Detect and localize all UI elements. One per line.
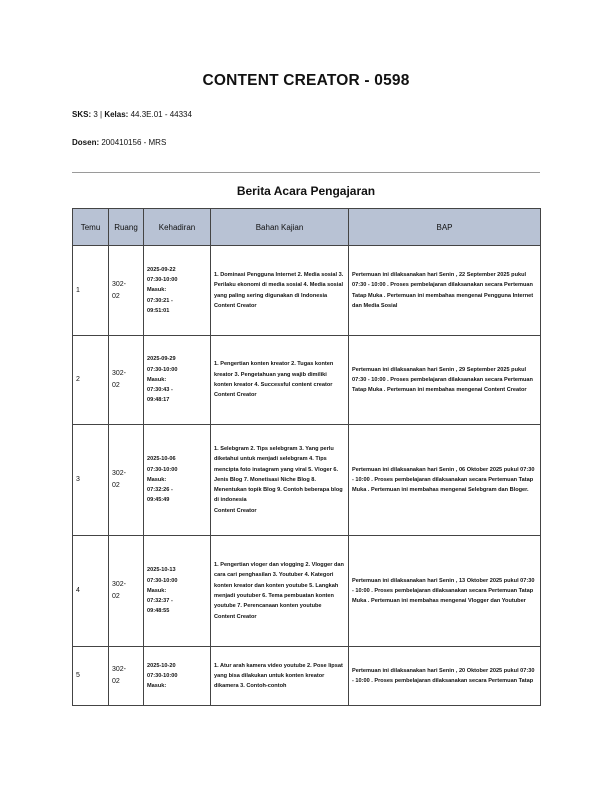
sks-value: 3 |	[91, 110, 105, 119]
kehadiran-cell	[144, 647, 211, 706]
kehadiran-cell	[144, 336, 211, 425]
temu-cell	[73, 425, 109, 536]
ruang-cell	[109, 336, 144, 425]
teaching-report-table	[72, 208, 541, 706]
bap-value: Pertemuan ini dilaksanakan hari Senin , 13 Oktober 2025 pukul 07:30 - 10:00 . Proses pembelajaran dilaksanakan secara Pertemuan Tatap Muka . Pertemuan ini membahas mengenai Vlogger dan Youtuber	[352, 577, 535, 605]
sks-label: SKS:	[72, 110, 92, 119]
table-row	[73, 647, 541, 706]
bahan-kajian-value: 1. Pengertian konten kreator 2. Tugas konten kreator 3. Pengetahuan yang wajib dimiliki konten kreator 4. Successful content creator Content Creator	[214, 361, 334, 399]
ruang-cell	[109, 425, 144, 536]
bahan-kajian-cell	[211, 246, 349, 336]
bap-cell	[349, 425, 541, 536]
column-header-ruang: Ruang	[109, 209, 144, 246]
kehadiran-value: 2025-09-29 07:30-10:00 Masuk: 07:30:43 - 09:48:17	[147, 356, 178, 404]
dosen-label: Dosen:	[72, 138, 100, 147]
kehadiran-value: 2025-09-22 07:30-10:00 Masuk: 07:30:21 - 09:51:01	[147, 266, 178, 314]
table-row	[73, 536, 541, 647]
bahan-kajian-cell	[211, 425, 349, 536]
kehadiran-value: 2025-10-06 07:30-10:00 Masuk: 07:32:26 - 09:45:49	[147, 456, 178, 504]
ruang-value: 302- 02	[112, 581, 127, 600]
bahan-kajian-cell	[211, 536, 349, 647]
bahan-kajian-value: 1. Pengertian vloger dan vlogging 2. Vlogger dan cara cari penghasilan 3. Youtuber 4. Kategori konten kreator dan konten youtube 5. Langkah menjadi youtuber 6. Tema pembuatan konten youtube 7. Perencanaan konten youtube Content Creator	[214, 562, 344, 620]
bap-value: Pertemuan ini dilaksanakan hari Senin , 20 Oktober 2025 pukul 07:30 - 10:00 . Proses pembelajaran dilaksanakan secara Pertemuan Tatap	[352, 667, 535, 684]
temu-value: 5	[76, 672, 80, 679]
bap-value: Pertemuan ini dilaksanakan hari Senin , 06 Oktober 2025 pukul 07:30 - 10:00 . Proses pembelajaran dilaksanakan secara Pertemuan Tatap Muka . Pertemuan ini membahas mengenai Selebgram dan Bloger.	[352, 466, 535, 494]
temu-value: 3	[76, 476, 80, 483]
header-divider	[72, 172, 540, 173]
column-header-bahan-kajian: Bahan Kajian	[211, 209, 349, 246]
bahan-kajian-value: 1. Dominasi Pengguna Internet 2. Media sosial 3. Perilaku ekonomi di media sosial 4. Media sosial yang paling sering digunakan di Indonesia Content Creator	[214, 271, 344, 309]
table-header-row	[73, 209, 541, 246]
ruang-value: 302- 02	[112, 280, 127, 300]
bap-value: Pertemuan ini dilaksanakan hari Senin , 22 September 2025 pukul 07:30 - 10:00 . Proses pembelajaran dilaksanakan secara Pertemuan Tatap Muka . Pertemuan ini membahas mengenai Pengguna Internet dan Media Sosial	[352, 271, 534, 309]
bap-cell	[349, 536, 541, 647]
table-row	[73, 425, 541, 536]
kelas-label: Kelas:	[104, 110, 129, 119]
ruang-value: 302- 02	[112, 470, 127, 489]
kehadiran-value: 2025-10-13 07:30-10:00 Masuk: 07:32:37 - 09:48:55	[147, 567, 178, 615]
kehadiran-cell	[144, 536, 211, 647]
bahan-kajian-cell	[211, 336, 349, 425]
temu-cell	[73, 246, 109, 336]
lecturer-info-line	[72, 138, 166, 147]
column-header-kehadiran: Kehadiran	[144, 209, 211, 246]
bap-cell	[349, 336, 541, 425]
ruang-value: 302- 02	[112, 370, 127, 389]
temu-value: 4	[76, 587, 80, 594]
table-row	[73, 336, 541, 425]
ruang-value: 302- 02	[112, 666, 127, 685]
ruang-cell	[109, 246, 144, 336]
kehadiran-cell	[144, 246, 211, 336]
kehadiran-value: 2025-10-20 07:30-10:00 Masuk:	[147, 662, 178, 690]
section-title: Berita Acara Pengajaran	[236, 184, 376, 198]
bap-cell	[349, 246, 541, 336]
dosen-value: 200410156 - MRS	[99, 138, 167, 147]
column-header-bap: BAP	[349, 209, 541, 246]
temu-value: 1	[76, 286, 80, 294]
column-header-temu: Temu	[73, 209, 109, 246]
ruang-cell	[109, 647, 144, 706]
temu-cell	[73, 647, 109, 706]
document-title: CONTENT CREATOR - 0598	[202, 72, 410, 89]
temu-cell	[73, 536, 109, 647]
bahan-kajian-value: 1. Selebgram 2. Tips selebgram 3. Yang perlu diketahui untuk menjadi selebgram 4. Tips mencipta foto instagram yang viral 5. Vloger 6. Jenis Blog 7. Monetisasi Niche Blog 8. Menentukan topik Blog 9. Contoh beberapa blog di indonesia Content Creator	[214, 445, 343, 514]
kelas-value: 44.3E.01 - 44334	[128, 110, 192, 119]
temu-cell	[73, 336, 109, 425]
kehadiran-cell	[144, 425, 211, 536]
bap-value: Pertemuan ini dilaksanakan hari Senin , 29 September 2025 pukul 07:30 - 10:00 . Proses pembelajaran dilaksanakan secara Pertemuan Tatap Muka . Pertemuan ini membahas mengenai Content Creator	[352, 366, 533, 394]
table-row	[73, 246, 541, 336]
bahan-kajian-cell	[211, 647, 349, 706]
ruang-cell	[109, 536, 144, 647]
bap-cell	[349, 647, 541, 706]
course-info-line	[72, 110, 192, 119]
bahan-kajian-value: 1. Atur arah kamera video youtube 2. Pose lipsat yang bisa dilakukan untuk konten kreator dikamera 3. Contoh-contoh	[214, 662, 343, 690]
temu-value: 2	[76, 376, 80, 383]
